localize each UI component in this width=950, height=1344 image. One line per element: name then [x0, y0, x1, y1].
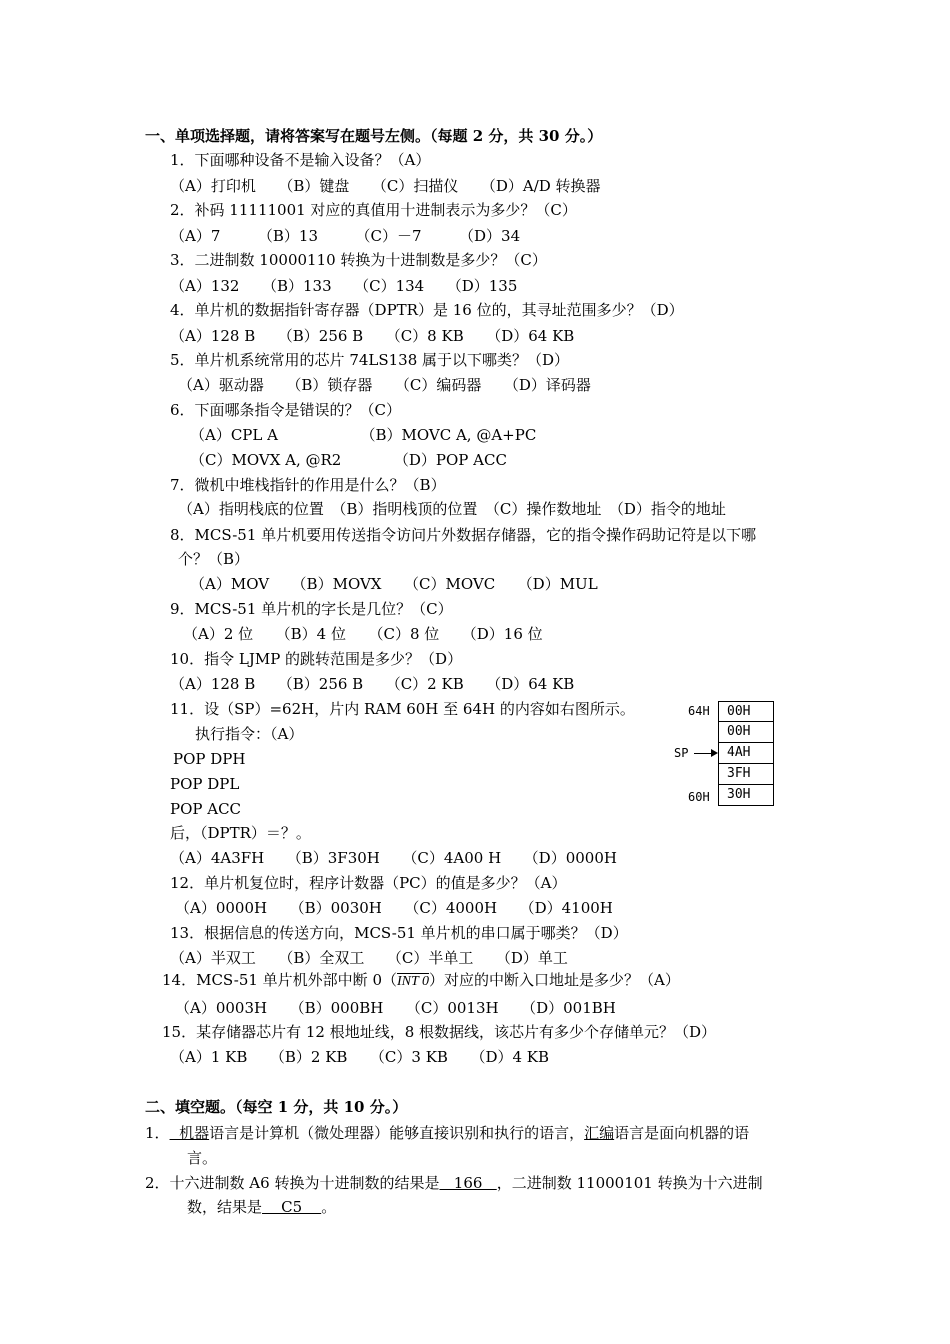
fill-q2-cont-text: 数，结果是 [187, 1198, 263, 1216]
q9-options: （A）2 位 （B）4 位 （C）8 位 （D）16 位 [183, 625, 543, 643]
q11-code-1: POP DPH [173, 750, 246, 768]
q11-code-2: POP DPL [170, 775, 240, 793]
q3-options: （A）132 （B）133 （C）134 （D）135 [170, 277, 518, 295]
q15-options: （A）1 KB （B）2 KB （C）3 KB （D）4 KB [170, 1048, 550, 1066]
q1-stem: 1．下面哪种设备不是输入设备？（A） [170, 151, 431, 169]
q7-options: （A）指明栈底的位置 （B）指明栈顶的位置 （C）操作数地址 （D）指令的地址 [178, 500, 726, 518]
q14-options: （A）0003H （B）000BH （C）0013H （D）001BH [175, 999, 616, 1017]
q4-options: （A）128 B （B）256 B （C）8 KB （D）64 KB [170, 327, 575, 345]
q13-options: （A）半双工 （B）全双工 （C）半单工 （D）单工 [170, 949, 568, 967]
fill-q1 [145, 1123, 749, 1143]
q5-stem: 5．单片机系统常用的芯片 74LS138 属于以下哪类？（D） [170, 351, 570, 369]
fill-q2 [145, 1173, 763, 1193]
q12-options: （A）0000H （B）0030H （C）4000H （D）4100H [175, 899, 613, 917]
q11-stem: 11．设（SP）=62H，片内 RAM 60H 至 64H 的内容如右图所示。 [170, 700, 635, 718]
q13-stem: 13．根据信息的传送方向，MCS-51 单片机的串口属于哪类？（D） [170, 924, 628, 942]
q11-code-3: POP ACC [170, 800, 242, 818]
memory-cell-63h: 00H [718, 722, 774, 743]
fill-q1-answer-2: 汇编 [584, 1124, 615, 1142]
fill-q2-cont [187, 1197, 336, 1217]
q6-stem: 6．下面哪条指令是错误的？（C） [170, 401, 402, 419]
q10-options: （A）128 B （B）256 B （C）2 KB （D）64 KB [170, 675, 575, 693]
memory-cell-64h: 00H [718, 701, 774, 722]
q12-stem: 12．单片机复位时，程序计数器（PC）的值是多少？（A） [170, 874, 567, 892]
fill-q1-num: 1． [145, 1124, 170, 1142]
q6-options-ab: （A）CPL A （B）MOVC A, @A+PC [190, 426, 537, 444]
q2-stem: 2．补码 11111001 对应的真值用十进制表示为多少？（C） [170, 201, 577, 219]
q9-stem: 9．MCS-51 单片机的字长是几位？（C） [170, 600, 453, 618]
address-label-64h: 64H [688, 704, 710, 718]
q10-stem: 10．指令 LJMP 的跳转范围是多少？（D） [170, 650, 463, 668]
q11-after: 后，（DPTR）＝？。 [170, 824, 311, 842]
memory-cell-60h: 30H [718, 785, 774, 806]
q14-stem-after: ）对应的中断入口地址是多少？（A） [429, 971, 680, 989]
fill-q1-end: 语言是面向机器的语 [614, 1124, 750, 1142]
q8-stem: 8．MCS-51 单片机要用传送指令访问片外数据存储器，它的指令操作码助记符是以下哪 [170, 526, 757, 544]
sp-arrow-head-icon [711, 749, 718, 757]
q3-stem: 3．二进制数 10000110 转换为十进制数是多少？（C） [170, 251, 547, 269]
fill-q1-answer-1: 机器 [169, 1124, 210, 1142]
int0-overline: INT 0 [396, 974, 430, 989]
q15-stem: 15．某存储器芯片有 12 根地址线，8 根数据线，该芯片有多少个存储单元？（D） [162, 1023, 717, 1041]
fill-q2-answer-1: 166 [439, 1174, 497, 1192]
address-label-60h: 60H [688, 790, 710, 804]
q1-options: （A）打印机 （B）键盘 （C）扫描仪 （D）A/D 转换器 [170, 177, 601, 195]
fill-q2-text-1: 2．十六进制数 A6 转换为十进制数的结果是 [145, 1174, 440, 1192]
memory-cell-61h: 3FH [718, 764, 774, 785]
fill-q2-cont-end: 。 [321, 1198, 337, 1216]
fill-q1-cont: 言。 [187, 1149, 218, 1167]
q8-stem-cont: 个？（B） [178, 550, 250, 568]
memory-stack [718, 701, 774, 806]
q8-options: （A）MOV （B）MOVX （C）MOVC （D）MUL [190, 575, 598, 593]
q4-stem: 4．单片机的数据指针寄存器（DPTR）是 16 位的，其寻址范围多少？（D） [170, 301, 684, 319]
sp-label: SP [674, 746, 689, 760]
q5-options: （A）驱动器 （B）锁存器 （C）编码器 （D）译码器 [178, 376, 591, 394]
q7-stem: 7．微机中堆栈指针的作用是什么？（B） [170, 476, 446, 494]
section2-title: 二、填空题。（每空 1 分，共 10 分。） [145, 1098, 408, 1116]
q2-options: （A）7 （B）13 （C）－7 （D）34 [170, 227, 521, 245]
memory-cell-62h: 4AH [718, 743, 774, 764]
q6-options-cd: （C）MOVX A, @R2 （D）POP ACC [190, 451, 507, 469]
q11-options: （A）4A3FH （B）3F30H （C）4A00 H （D）0000H [170, 849, 617, 867]
fill-q2-answer-2: C5 [262, 1198, 322, 1216]
section1-title: 一、单项选择题，请将答案写在题号左侧。（每题 2 分，共 30 分。） [145, 127, 603, 145]
fill-q2-text-2: ，二进制数 11000101 转换为十六进制 [496, 1174, 763, 1192]
fill-q1-text: 语言是计算机（微处理器）能够直接识别和执行的语言， [209, 1124, 585, 1142]
q11-exec: 执行指令：（A） [195, 725, 304, 743]
q14-stem-before: 14．MCS-51 单片机外部中断 0（ [162, 971, 397, 989]
q14-stem [162, 970, 680, 992]
